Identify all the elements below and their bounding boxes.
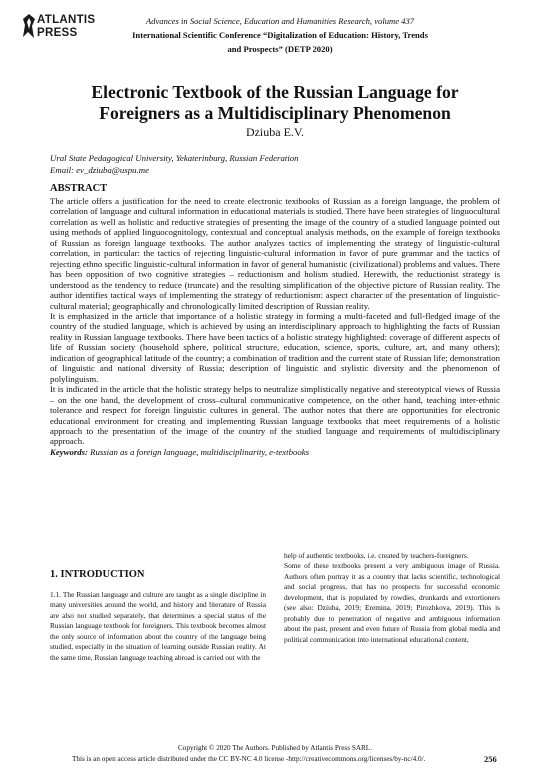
atlantis-press-logo [22,13,96,43]
right-column [284,551,500,645]
footer-license: This is an open access article distributed under the CC BY-NC 4.0 license -http://creativecommons.org/licenses/by-nc/4.0/. [72,755,426,763]
affiliation-block [50,152,299,176]
left-column [50,569,266,663]
atlantis-logo-icon [22,13,36,39]
conference-header-line2: and Prospects” (DETP 2020) [227,44,333,54]
keywords-label: Keywords: [50,446,88,457]
journal-header: Advances in Social Science, Education and Humanities Research, volume 437 [145,16,415,26]
title-line2: Foreigners as a Multidisciplinary Phenomenon [99,103,451,123]
affiliation: Ural State Pedagogical University, Yekaterinburg, Russian Federation [50,153,299,163]
conference-header-line1: International Scientific Conference “Digitalization of Education: History, Trends [132,30,428,40]
body-paragraph: Some of these textbooks present a very ambiguous image of Russia. Authors often portray it as a country that lacks scientific, technological and social progress, that has no prospects for successful economic development, that is populated by rowdies, drunkards and extortioners (see also: Dziuba, 2019; Eremina, 2019; Pirozhkova, 2019). This is probably due to penetration of negative and ambiguous information about the past, present and even future of Russia from global media and political communication into international educational content, [284,561,500,644]
page-number: 256 [484,754,497,764]
footer-copyright: Copyright © 2020 The Authors. Published by Atlantis Press SARL. [177,744,372,752]
logo-text-line1: ATLANTIS [37,14,96,26]
keywords [50,447,500,457]
abstract-heading: ABSTRACT [50,183,108,194]
body-paragraph: help of authentic textbooks, i.e. created by teachers-foreigners. [284,551,469,560]
author-email[interactable]: Email: ev_dziuba@uspu.me [50,165,149,175]
body-paragraph: 1.1. The Russian language and culture are taught as a single discipline in many universities around the world, and history and literature of Russia are also not studied separately, that determines a special status of the Russian language textbook for foreigners. This textbook becomes almost the only source of information about the country of the language being studied, especially in the situation of learning outside Russian reality. At the same time, Russian language teaching abroad is carried out with the [50,590,266,662]
section-heading: 1. INTRODUCTION [50,569,145,580]
paper-title [40,82,510,124]
abstract [50,196,500,457]
logo-text-line2: PRESS [37,27,78,39]
author: Dziuba E.V. [245,125,305,139]
keywords-text: Russian as a foreign language, multidisciplinarity, e-textbooks [90,446,310,457]
abstract-paragraph: The article offers a justification for the need to create electronic textbooks of Russian as a foreign language, the problem of correlation of language and cultural information in educational materials is studied. There have been strategies of linguocultural correlation as well as holistic and reductive strategies of presenting the image of the country of a studied language pointed out using methods of applied linguocognitology, contextual and conceptual analysis methods, on the example of foreign textbooks of Russian as foreign language textbooks. The author analyzes tactics of implementing the strategy of linguistic-cultural correlation, in particular: the tactics of rejecting linguistic-cultural information in favor of pure grammar and the tactics of rejecting ethno specific linguistic-cultural information in favor of general humanistic (civilizational) problems and values. There has been opposition of two cognitive strategies – reductionism and holism studied. Herewith, the reductionist strategy is understood as the tendency to reduce (truncate) and the resulting simplification of the objective picture of Russian reality. The author identifies tactical ways of implementing the strategy of reductionism: aspect character of the presentation of linguistic-cultural material; geographically and chronologically limited description of Russian reality. [50,196,500,311]
abstract-paragraph: It is emphasized in the article that importance of a holistic strategy in forming a multi-faceted and full-fledged image of the country of the studied language, which is achieved by using an interdisciplinary approach to highlighting the facts of Russian reality in Russian language textbooks. There have been tactics of a holistic strategy highlighted: coverage of different aspects of life of Russian society (household sphere, political structure, education, science, sports, culture, art, and many others); indication of geographical latitude of the country; a combination of tradition and the current state of Russian life; demonstration of linguistic and national diversity of Russia; description of linguistic and stylistic diversity and the phenomenon of polylinguism. [50,310,500,384]
abstract-paragraph: It is indicated in the article that the holistic strategy helps to neutralize simplistically negative and stereotypical views of Russia – on the one hand, the development of cross–cultural communicative competence, on the other hand, teaching inter-ethnic tolerance and respect for foreign linguistic cultures in general. The author notes that there are opportunities for electronic educational environment for creating and implementing Russian language textbooks that meet requirements of a holistic approach to the presentation of the image of the country of the studied language and requirements of multidisciplinary approach. [50,384,500,447]
title-line1: Electronic Textbook of the Russian Language for [91,82,459,102]
